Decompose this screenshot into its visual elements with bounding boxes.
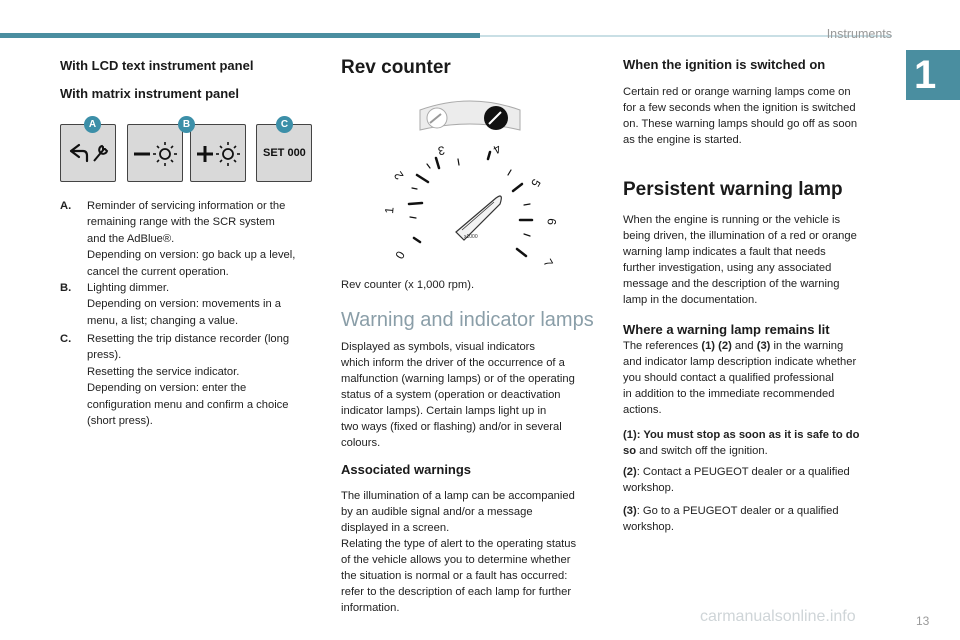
definition-line: Depending on version: go back up a level, (87, 249, 296, 262)
paragraph-line: When the engine is running or the vehicle is (623, 214, 841, 226)
paragraph-line: by an audible signal and/or a message (341, 506, 533, 518)
definition-line: cancel the current operation. (87, 265, 229, 278)
definition-line: Lighting dimmer. (87, 282, 170, 294)
gauge-number-7: 7 (540, 256, 556, 270)
gauge-number-1: 1 (382, 206, 397, 215)
gauge-number-5: 5 (528, 176, 544, 190)
paragraph-line: colours. (341, 437, 381, 449)
paragraph-line: The references (1) (2) and (3) in the warning (623, 340, 844, 352)
heading-matrix: With matrix instrument panel (60, 86, 240, 101)
gauge-numbers (382, 141, 559, 269)
paragraph-line: and indicator lamp description indicate whether (623, 356, 857, 368)
paragraph-line: in addition to the immediate recommended (623, 388, 835, 400)
warning-lamps-text (341, 339, 611, 451)
heading-warning-lamps: Warning and indicator lamps (341, 309, 594, 331)
definition-term: A. (60, 200, 72, 212)
ignition-text (623, 84, 893, 148)
definition-line: press). (87, 349, 122, 362)
paragraph-line: of the vehicle allows you to determine whether (341, 554, 571, 566)
badge-a: A (84, 116, 101, 133)
reference-note-3: (3): Go to a PEUGEOT dealer or a qualified workshop. (623, 505, 839, 533)
lamp-remains-lit-text (623, 338, 893, 418)
definition-line: Depending on version: movements in a (87, 298, 282, 311)
gauge-number-6: 6 (544, 217, 559, 226)
paragraph-line: actions. (623, 404, 662, 416)
paragraph-line: warning lamp indicates a fault that needs (623, 246, 826, 258)
definition-line: menu, a list; changing a value. (87, 314, 239, 327)
rev-counter-diagram (380, 92, 570, 272)
paragraph-line: information. (341, 602, 400, 614)
paragraph-line: indicator lamps). Certain lamps light up in (341, 405, 547, 417)
return-wrench-icon (61, 125, 115, 181)
definition-line: remaining range with the SCR system (87, 216, 275, 229)
paragraph-line: The illumination of a lamp can be accompanied (341, 490, 575, 502)
button-c-illustration (190, 124, 246, 182)
gauge-ticks (409, 152, 532, 256)
reference-note-2: (2): Contact a PEUGEOT dealer or a qualified workshop. (623, 466, 850, 494)
paragraph-line: lamp in the documentation. (623, 294, 758, 306)
paragraph-line: for a few seconds when the ignition is switched (623, 102, 856, 114)
paragraph-line: you should contact a qualified professional (623, 372, 834, 384)
gauge-unit-label: x1000 (464, 234, 478, 240)
heading-ignition: When the ignition is switched on (623, 57, 826, 72)
gauge-number-0: 0 (392, 248, 408, 262)
paragraph-line: displayed in a screen. (341, 522, 450, 534)
watermark: carmanualsonline.info (700, 608, 856, 625)
button-b-illustration (127, 124, 183, 182)
gauge-number-4: 4 (490, 141, 504, 157)
definition-line: Depending on version: enter the (87, 382, 247, 395)
gauge-number-2: 2 (391, 168, 407, 183)
plus-brightness-icon (191, 125, 245, 181)
rev-counter-caption: Rev counter (x 1,000 rpm). (341, 279, 475, 291)
heading-rev-counter: Rev counter (341, 57, 451, 78)
heading-lamp-remains-lit: Where a warning lamp remains lit (623, 322, 830, 337)
chapter-tab: 1 (906, 50, 960, 100)
heading-lcd: With LCD text instrument panel (60, 58, 254, 73)
paragraph-line: status of a system (operation or deactivation (341, 389, 561, 401)
gauge-number-3: 3 (436, 143, 446, 158)
definition-line: Resetting the trip distance recorder (long (87, 333, 290, 345)
set-000-label: SET 000 (263, 147, 306, 159)
paragraph-line: on. These warning lamps should go off as soon (623, 118, 858, 130)
heading-associated-warnings: Associated warnings (341, 462, 472, 477)
paragraph-line: further investigation, using any associated (623, 262, 832, 274)
heading-persistent-lamp: Persistent warning lamp (623, 179, 843, 200)
definition-line: Resetting the service indicator. (87, 365, 240, 378)
definition-term: C. (60, 333, 72, 345)
page-number: 13 (916, 614, 930, 628)
paragraph-line: which inform the driver of the occurrence of a (341, 357, 565, 369)
definition-line: Reminder of servicing information or the (87, 200, 286, 212)
badge-c: C (276, 116, 293, 133)
section-title: Instruments (826, 27, 892, 41)
definition-term: B. (60, 282, 72, 294)
minus-brightness-icon (128, 125, 182, 181)
definition-line: configuration menu and confirm a choice (87, 398, 289, 411)
reference-note-1: (1): You must stop as soon as it is safe to do so and switch off the ignition. (623, 429, 860, 457)
paragraph-line: the situation is normal or a fault has occurred: (341, 570, 568, 582)
paragraph-line: refer to the description of each lamp for further (341, 586, 572, 598)
persistent-lamp-text (623, 212, 893, 308)
paragraph-line: malfunction (warning lamps) or of the operating (341, 373, 575, 385)
definition-line: and the AdBlue®. (87, 232, 175, 245)
gauge-needle (456, 196, 501, 240)
paragraph-line: Certain red or orange warning lamps come on (623, 86, 851, 98)
paragraph-line: being driven, the illumination of a red or orange (623, 230, 857, 242)
paragraph-line: Relating the type of alert to the operating status (341, 538, 577, 550)
header-accent-bar (0, 33, 480, 38)
paragraph-line: two ways (fixed or flashing) and/or in several (341, 421, 562, 433)
badge-b: B (178, 116, 195, 133)
button-a-illustration (60, 124, 116, 182)
paragraph-line: Displayed as symbols, visual indicators (341, 341, 535, 353)
definition-line: (short press). (87, 415, 153, 428)
paragraph-line: message and the description of the warning (623, 278, 840, 290)
paragraph-line: as the engine is started. (623, 134, 742, 146)
associated-warnings-text (341, 488, 611, 616)
